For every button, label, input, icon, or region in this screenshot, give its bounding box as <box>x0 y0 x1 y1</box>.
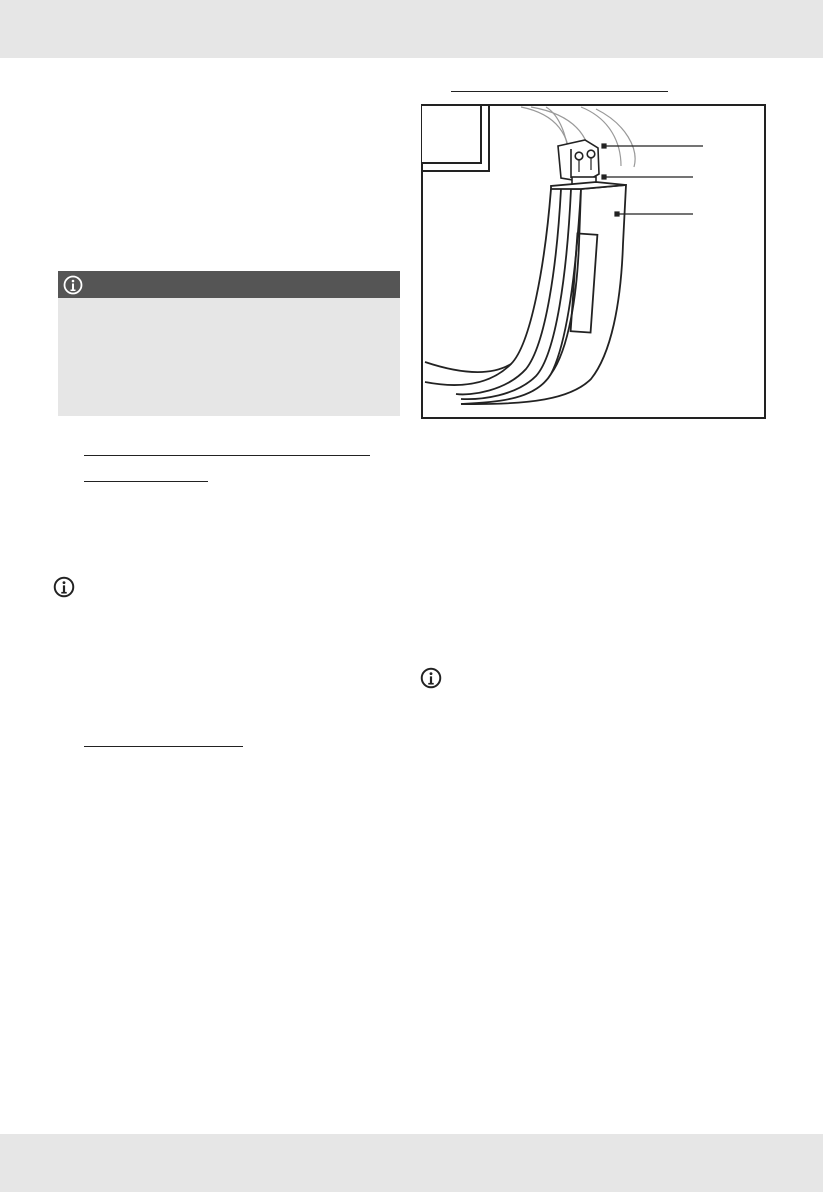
notice-box <box>58 271 400 416</box>
page-footer-band <box>0 1134 823 1192</box>
figure-number-box <box>422 105 481 163</box>
page-header-band <box>0 0 823 58</box>
section-heading-underline-2 <box>84 746 243 747</box>
section-heading-underline-1b <box>84 481 208 482</box>
section-heading-underline-right <box>451 91 668 92</box>
notice-header <box>58 271 400 298</box>
headband-hinge-figure <box>421 104 767 420</box>
slider-piece <box>461 182 626 404</box>
section-heading-underline-1a <box>84 455 370 456</box>
info-circle-icon <box>62 274 84 296</box>
info-circle-icon <box>419 666 443 690</box>
info-circle-icon <box>52 575 76 599</box>
